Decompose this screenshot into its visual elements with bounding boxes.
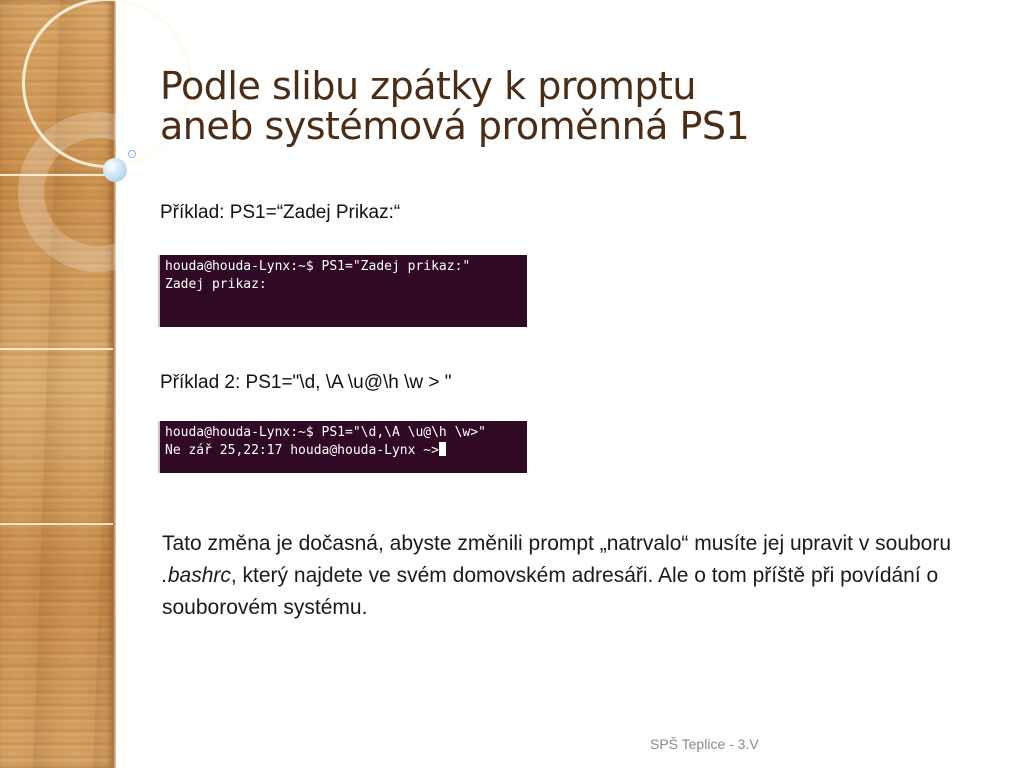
title-line-2: aneb systémová proměnná PS1 <box>160 104 750 148</box>
slide-footer: SPŠ Teplice - 3.V <box>650 736 759 752</box>
body-text-part2: , který najdete ve svém domovském adresáři. Ale o tom příště při povídání o souborovém systému. <box>162 564 939 619</box>
wood-seam <box>0 523 113 525</box>
terminal-line: houda@houda-Lynx:~$ PS1="Zadej prikaz:" <box>165 259 471 274</box>
bashrc-filename: .bashrc <box>162 564 231 587</box>
terminal-line: houda@houda-Lynx:~$ PS1="\d,\A \u@\h \w>" <box>165 425 486 440</box>
slide-title <box>160 66 1000 146</box>
title-line-1: Podle slibu zpátky k promptu <box>160 64 696 108</box>
example-2-label: Příklad 2: PS1="\d, \A \u@\h \w > " <box>160 372 452 393</box>
decorative-small-bubble <box>128 150 136 158</box>
example-1-label: Příklad: PS1=“Zadej Prikaz:“ <box>160 202 401 223</box>
terminal-line: Ne zář 25,22:17 houda@houda-Lynx ~> <box>165 443 439 458</box>
decorative-ring-wide <box>18 112 178 272</box>
terminal-screenshot-2 <box>158 421 527 473</box>
decorative-bubble <box>103 158 127 182</box>
wood-seam <box>0 348 113 350</box>
terminal-screenshot-1 <box>158 255 527 327</box>
terminal-line: Zadej prikaz: <box>165 277 267 292</box>
terminal-cursor <box>439 442 446 456</box>
body-text-part1: Tato změna je dočasná, abyste změnili prompt „natrvalo“ musíte jej upravit v souboru <box>162 532 952 555</box>
body-paragraph <box>162 528 992 624</box>
terminal-prompt-line <box>165 442 527 460</box>
